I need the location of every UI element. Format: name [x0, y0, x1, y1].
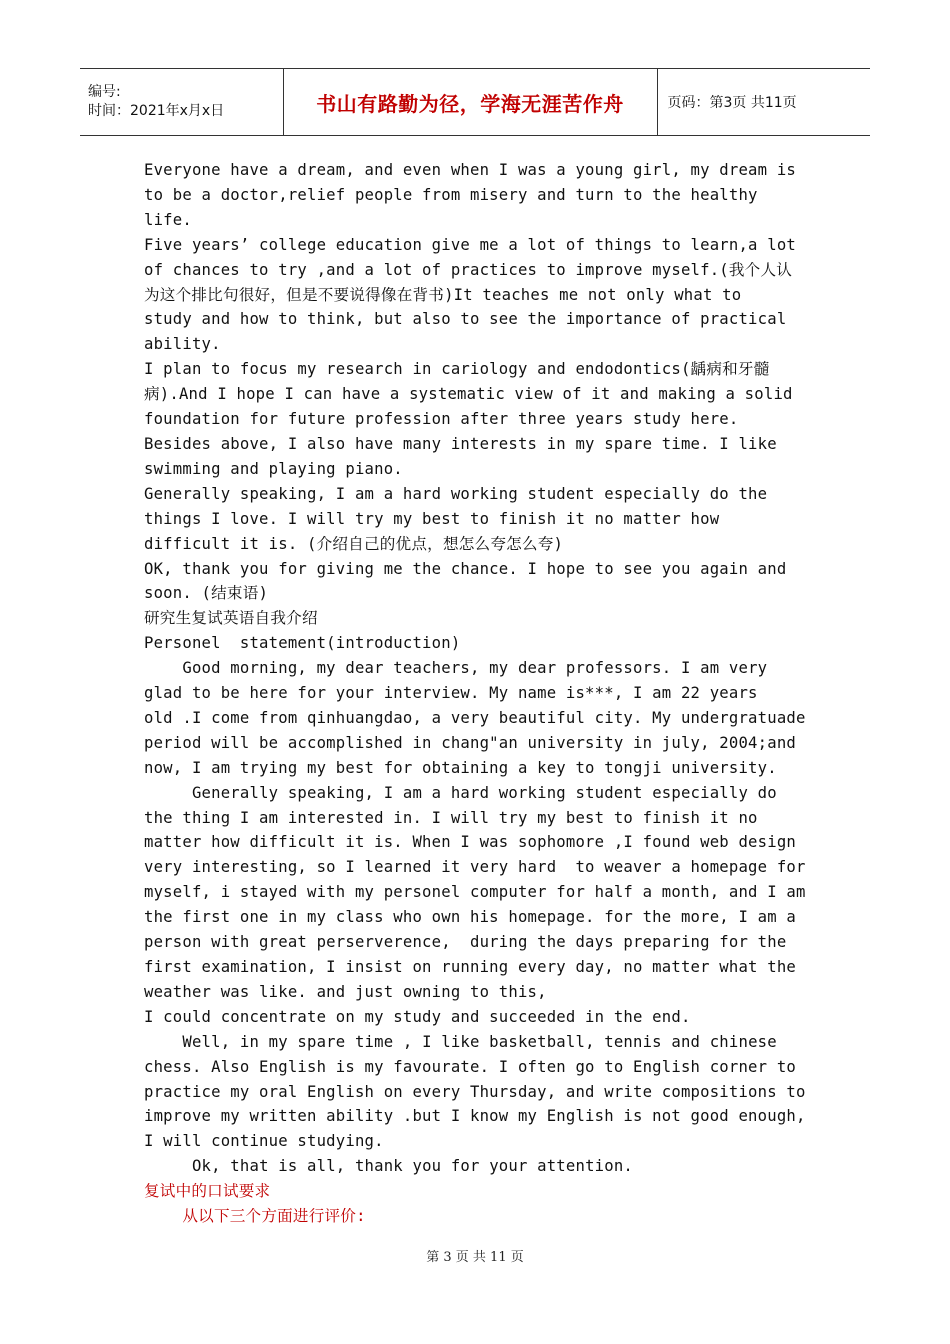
section-title: 研究生复试英语自我介绍 [144, 609, 318, 628]
paragraph-hard-working: Generally speaking, I am a hard working student especially do the thing I am interested in. I will try my best to finish it no matter how difficult it is. When I was sophomore ,I found web design very interesting, so I learned it very hard to weaver a homepage for myself, i stayed with my personel computer for half a month, and I am the first one in my class who own his homepage. for the more, I am a person with great perserverence, during the days preparing for the first examination, I insist on running every day, no matter what the weather was like. and just owning to this, [144, 783, 806, 1001]
page-footer: 第 3 页 共 11 页 [426, 1250, 524, 1265]
header-page-cell [657, 69, 870, 136]
paragraph-education: Five years’ college education give me a lot of things to learn,a lot of chances to try ,and a lot of practices to improve myself.(我个人认 为这个排比句很好，但是不要说得像在背书)It teaches me not only what to study and how to think, but also to see the importance of practical ability. [144, 235, 796, 354]
time-label: 时间：2021年x月x日 [88, 103, 225, 119]
paragraph-concentrate: I could concentrate on my study and succeeded in the end. [144, 1007, 691, 1026]
header-motto-cell [283, 69, 657, 136]
page-info: 页码：第3页 共11页 [667, 95, 797, 111]
paragraph-interests: Besides above, I also have many interests in my spare time. I like swimming and playing piano. [144, 434, 777, 478]
header-left-cell [80, 69, 283, 136]
document-body [144, 158, 814, 1229]
paragraph-closing: OK, thank you for giving me the chance. I hope to see you again and soon. (结束语) [144, 559, 787, 603]
statement-title: Personel statement(introduction) [144, 634, 461, 653]
paragraph-strengths: Generally speaking, I am a hard working student especially do the things I love. I will try my best to finish it no matter how difficult it is. (介绍自己的优点，想怎么夸怎么夸) [144, 484, 768, 553]
oral-exam-subline: 从以下三个方面进行评价: [144, 1207, 366, 1226]
paragraph-spare-time: Well, in my spare time , I like basketball, tennis and chinese chess. Also English is my favourate. I often go to English corner to practice my oral English on every Thursday, and write compositions to improve my written ability .but I know my English is not good enough, I will continue studying. [144, 1032, 806, 1151]
paragraph-greeting: Good morning, my dear teachers, my dear professors. I am very glad to be here for your interview. My name is***, I am 22 years old .I come from qinhuangdao, a very beautiful city. My undergratuade period will be accomplished in chang"an university in july, 2004;and now, I am trying my best for obtaining a key to tongji university. [144, 659, 806, 777]
motto: 书山有路勤为径，学海无涯苦作舟 [316, 91, 624, 116]
paragraph-research-plan: I plan to focus my research in cariology and endodontics(龋病和牙髓 病).And I hope I can have a systematic view of it and making a solid foundation for future profession after three years study here. [144, 360, 793, 429]
number-label: 编号: [88, 84, 121, 100]
paragraph-dream: Everyone have a dream, and even when I was a young girl, my dream is to be a doctor,relief people from misery and turn to the healthy life. [144, 161, 796, 229]
oral-exam-heading: 复试中的口试要求 [144, 1182, 271, 1201]
header-table [80, 68, 870, 136]
paragraph-thanks: Ok, that is all, thank you for your attention. [144, 1157, 634, 1176]
